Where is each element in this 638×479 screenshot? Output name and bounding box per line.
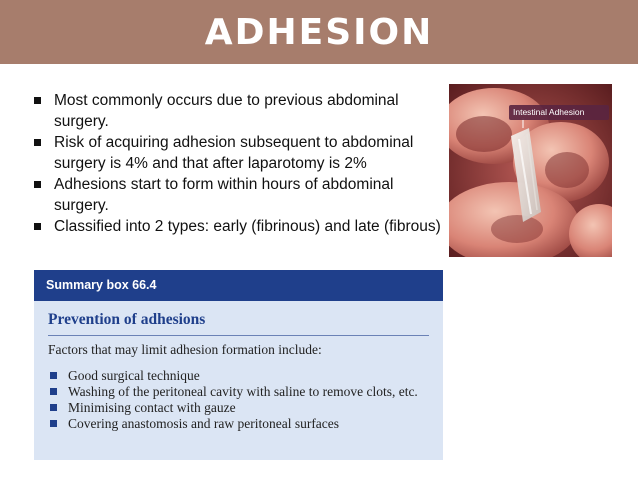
bullet-list: [34, 90, 444, 237]
summary-item: [48, 400, 429, 416]
summary-title: Prevention of adhesions: [48, 311, 206, 328]
summary-item-text: Minimising contact with gauze: [68, 400, 236, 415]
summary-item: [48, 368, 429, 384]
square-bullet-icon: [50, 388, 57, 395]
title-bar: [0, 0, 638, 64]
bullet-item: [34, 174, 444, 216]
square-bullet-icon: [34, 181, 41, 188]
summary-list: [34, 358, 443, 432]
bullet-text: Most commonly occurs due to previous abdominal surgery.: [54, 92, 399, 130]
bullet-item: [34, 216, 444, 237]
square-bullet-icon: [50, 420, 57, 427]
summary-intro: Factors that may limit adhesion formation include:: [48, 342, 322, 357]
square-bullet-icon: [34, 139, 41, 146]
summary-header: Summary box 66.4: [34, 270, 443, 301]
slide-title: ADHESION: [204, 11, 434, 53]
bullet-item: [34, 90, 444, 132]
summary-item: [48, 384, 429, 400]
summary-box: [34, 270, 443, 460]
bullet-text: Classified into 2 types: early (fibrinous) and late (fibrous): [54, 218, 441, 235]
photo-label: Intestinal Adhesion: [513, 107, 585, 117]
square-bullet-icon: [34, 223, 41, 230]
square-bullet-icon: [50, 404, 57, 411]
summary-item-text: Good surgical technique: [68, 368, 200, 383]
square-bullet-icon: [50, 372, 57, 379]
summary-item-text: Covering anastomosis and raw peritoneal surfaces: [68, 416, 340, 431]
summary-item-text: Washing of the peritoneal cavity with saline to remove clots, etc.: [68, 384, 418, 399]
adhesion-photo: [449, 84, 612, 257]
bullet-text: Adhesions start to form within hours of abdominal surgery.: [54, 176, 394, 214]
summary-item: [48, 416, 429, 432]
square-bullet-icon: [34, 97, 41, 104]
bullet-text: Risk of acquiring adhesion subsequent to abdominal surgery is 4% and that after laparotomy is 2%: [54, 134, 414, 172]
bullet-item: [34, 132, 444, 174]
